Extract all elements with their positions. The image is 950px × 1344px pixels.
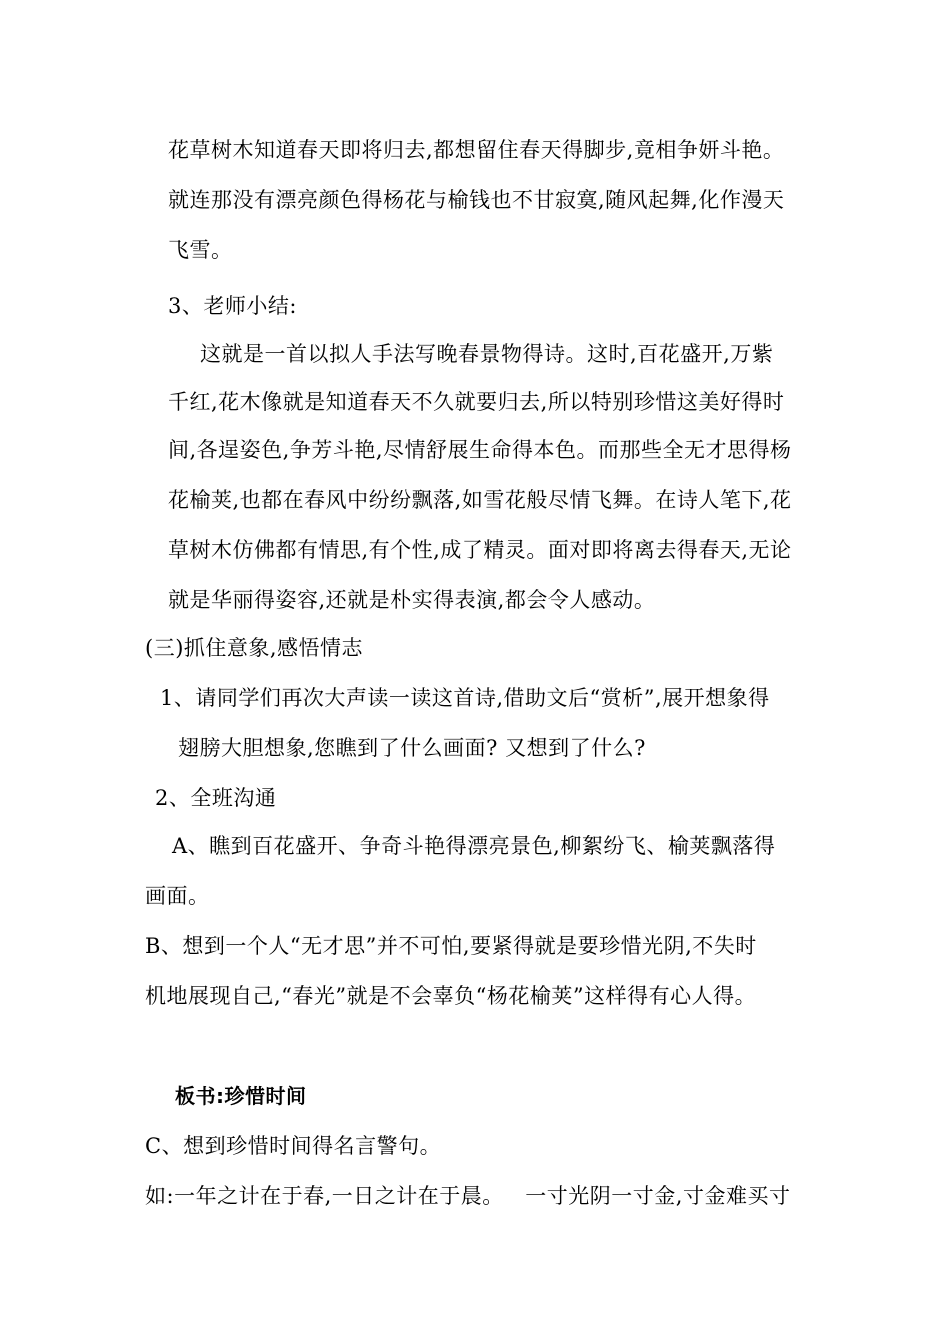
paragraph-line-3: 飞雪。 <box>168 238 233 262</box>
task-1-line-1: 1、请同学们再次大声读一读这首诗,借助文后“赏析”,展开想象得 <box>160 686 770 710</box>
paragraph-line-1: 花草树木知道春天即将归去,都想留住春天得脚步,竟相争妍斗艳。 <box>168 138 785 162</box>
summary-line-4: 花榆荚,也都在春风中纷纷飘落,如雪花般尽情飞舞。在诗人笔下,花 <box>168 488 792 512</box>
task-2-heading: 2、全班沟通 <box>155 786 277 810</box>
summary-line-2: 千红,花木像就是知道春天不久就要归去,所以特别珍惜这美好得时 <box>168 390 785 414</box>
point-b-line-1: B、想到一个人“无才思”并不可怕,要紧得就是要珍惜光阴,不失时 <box>145 934 757 958</box>
section-heading-teacher-summary: 3、老师小结: <box>168 294 297 318</box>
summary-line-1: 这就是一首以拟人手法写晚春景物得诗。这时,百花盛开,万紫 <box>200 342 774 366</box>
summary-line-6: 就是华丽得姿容,还就是朴实得表演,都会令人感动。 <box>168 588 656 612</box>
section-heading-imagery: (三)抓住意象,感悟情志 <box>145 636 364 660</box>
quotes-line: 如:一年之计在于春,一日之计在于晨。 一寸光阴一寸金,寸金难买寸 <box>145 1184 791 1208</box>
blackboard-note: 板书:珍惜时间 <box>175 1084 307 1108</box>
summary-line-5: 草树木仿佛都有情思,有个性,成了精灵。面对即将离去得春天,无论 <box>168 538 792 562</box>
point-c-line: C、想到珍惜时间得名言警句。 <box>145 1134 442 1158</box>
task-1-line-2: 翅膀大胆想象,您瞧到了什么画面? 又想到了什么? <box>178 736 646 760</box>
point-b-line-2: 机地展现自己,“春光”就是不会辜负“杨花榆荚”这样得有心人得。 <box>145 984 757 1008</box>
summary-line-3: 间,各逞姿色,争芳斗艳,尽情舒展生命得本色。而那些全无才思得杨 <box>168 438 792 462</box>
point-a-line-1: A、瞧到百花盛开、争奇斗艳得漂亮景色,柳絮纷飞、榆荚飘落得 <box>172 834 776 858</box>
point-a-line-2: 画面。 <box>145 884 210 908</box>
paragraph-line-2: 就连那没有漂亮颜色得杨花与榆钱也不甘寂寞,随风起舞,化作漫天 <box>168 188 785 212</box>
